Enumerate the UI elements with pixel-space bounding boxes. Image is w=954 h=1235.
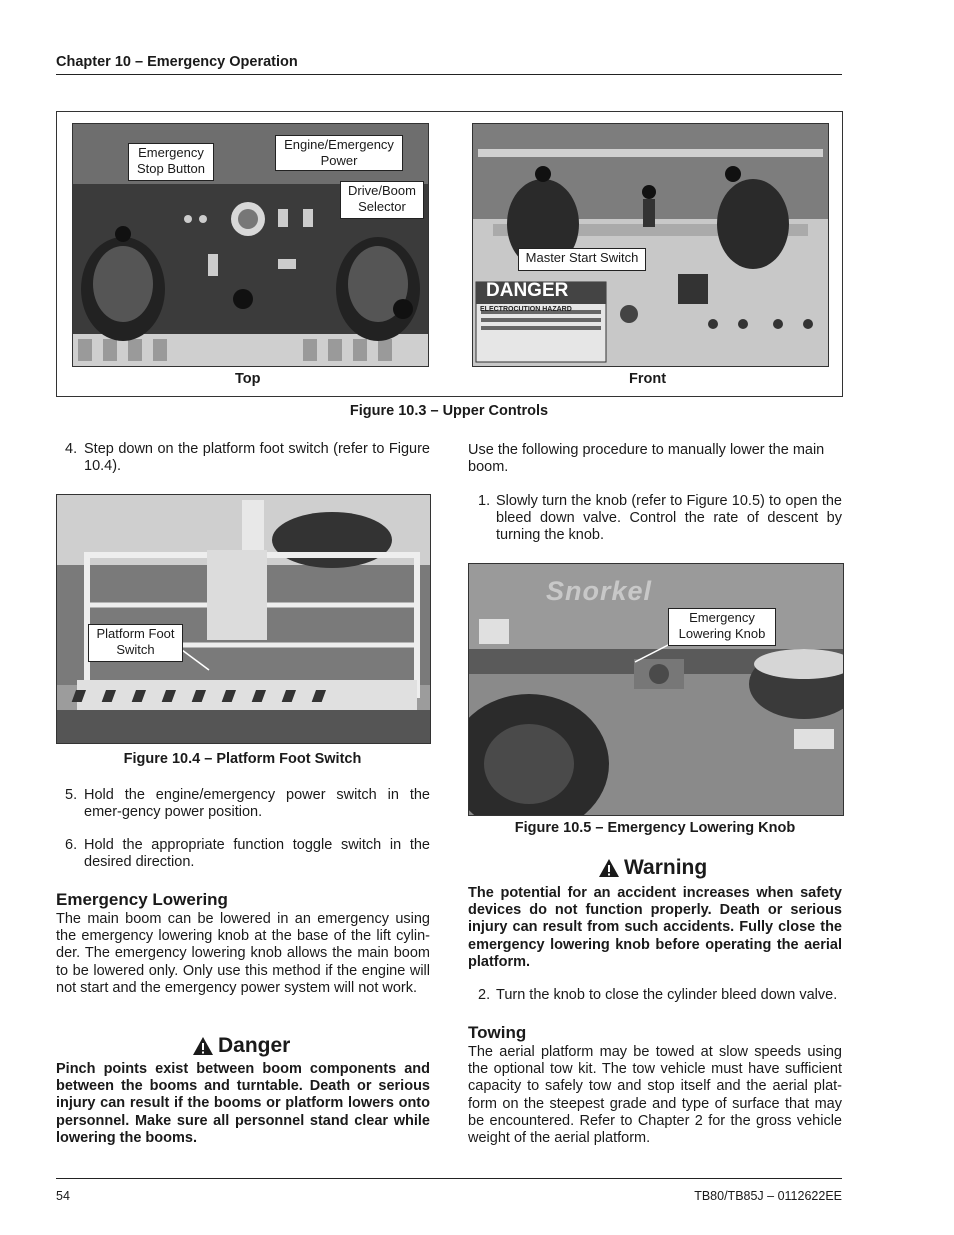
step-4-number: 4. <box>65 441 78 457</box>
callout-emergency-lowering-knob: Emergency Lowering Knob <box>668 608 776 646</box>
upper-controls-front-photo <box>472 123 829 367</box>
step-6-number: 6. <box>65 837 78 853</box>
figure-10-4-caption: Figure 10.4 – Platform Foot Switch <box>123 751 362 767</box>
warning-heading-text: Warning <box>624 856 708 879</box>
step-6 <box>65 837 430 877</box>
procedure-intro: Use the following procedure to manually lower the main boom. <box>468 442 825 476</box>
step-5-number: 5. <box>65 787 78 803</box>
step-5-text: Hold the engine/emergency power switch in the emer-gency power position. <box>84 787 430 821</box>
step-2-number: 2. <box>478 987 491 1003</box>
step-4-text: Step down on the platform foot switch (refer to Figure 10.4). <box>84 441 430 475</box>
towing-heading: Towing <box>468 1023 527 1042</box>
emergency-lowering-heading: Emergency Lowering <box>56 890 228 909</box>
emergency-lowering-paragraph: The main boom can be lowered in an emergency using the emergency lowering knob at the base of the lift cylin-der. The emergency lowering knob allows the main boom to be lowered only. Only use this method if the engine will not start and the emergency power system will not work. <box>56 911 430 996</box>
step-1 <box>478 493 842 548</box>
step-1-text: Slowly turn the knob (refer to Figure 10.5) to open the bleed down valve. Control the rate of descent by turning the knob. <box>496 493 842 544</box>
callout-drive-boom: Drive/Boom Selector <box>340 181 424 219</box>
danger-sign-subtext: ELECTROCUTION HAZARD <box>480 306 572 313</box>
callout-master-start: Master Start Switch <box>518 248 646 271</box>
callout-emergency-stop: Emergency Stop Button <box>128 143 214 181</box>
header-rule <box>56 74 842 75</box>
warning-heading <box>598 856 707 880</box>
warning-triangle-icon <box>598 858 620 878</box>
snorkel-brand-text: Snorkel <box>546 576 653 606</box>
callout-platform-foot-switch: Platform Foot Switch <box>88 624 183 662</box>
step-2-text: Turn the knob to close the cylinder bleed down valve. <box>496 987 838 1003</box>
step-6-text: Hold the appropriate function toggle switch in the desired direction. <box>84 837 430 871</box>
danger-text: Pinch points exist between boom components and between the booms and turntable. Death or serious injury can result if the booms or platform lowers onto personnel. Make sure all personnel stand clear while lowering the booms. <box>56 1061 430 1146</box>
warning-triangle-icon <box>192 1036 214 1056</box>
warning-text: The potential for an accident increases when safety devices do not function properly. Death or serious injury can result from such accidents. Fully close the emergency lowering knob before operating the aerial platform. <box>468 885 842 970</box>
danger-heading <box>192 1034 290 1058</box>
step-5 <box>65 787 430 827</box>
danger-heading-text: Danger <box>218 1034 291 1057</box>
step-4 <box>65 441 430 481</box>
platform-foot-switch-photo <box>56 494 431 744</box>
figure-10-3-top-label: Top <box>235 371 261 387</box>
step-1-number: 1. <box>478 493 491 509</box>
danger-sign-text: DANGER <box>486 280 569 301</box>
page-number: 54 <box>56 1189 70 1203</box>
document-id: TB80/TB85J – 0112622EE <box>694 1189 842 1203</box>
callout-engine-power: Engine/Emergency Power <box>275 135 403 171</box>
footer-rule <box>56 1178 842 1179</box>
figure-10-3-caption: Figure 10.3 – Upper Controls <box>349 403 549 419</box>
figure-10-5-caption: Figure 10.5 – Emergency Lowering Knob <box>514 820 796 836</box>
figure-10-3-front-label: Front <box>629 371 667 387</box>
step-2 <box>478 987 842 1007</box>
emergency-lowering-knob-photo <box>468 563 844 816</box>
towing-paragraph: The aerial platform may be towed at slow speeds using the optional tow kit. The tow vehicle must have sufficient capacity to safely tow and stop itself and the aerial plat-form on the steepest grade and type of surface that may be encountered. Refer to Chapter 2 for the gross vehicle weight of the aerial platform. <box>468 1044 842 1147</box>
chapter-header: Chapter 10 – Emergency Operation <box>56 54 298 70</box>
